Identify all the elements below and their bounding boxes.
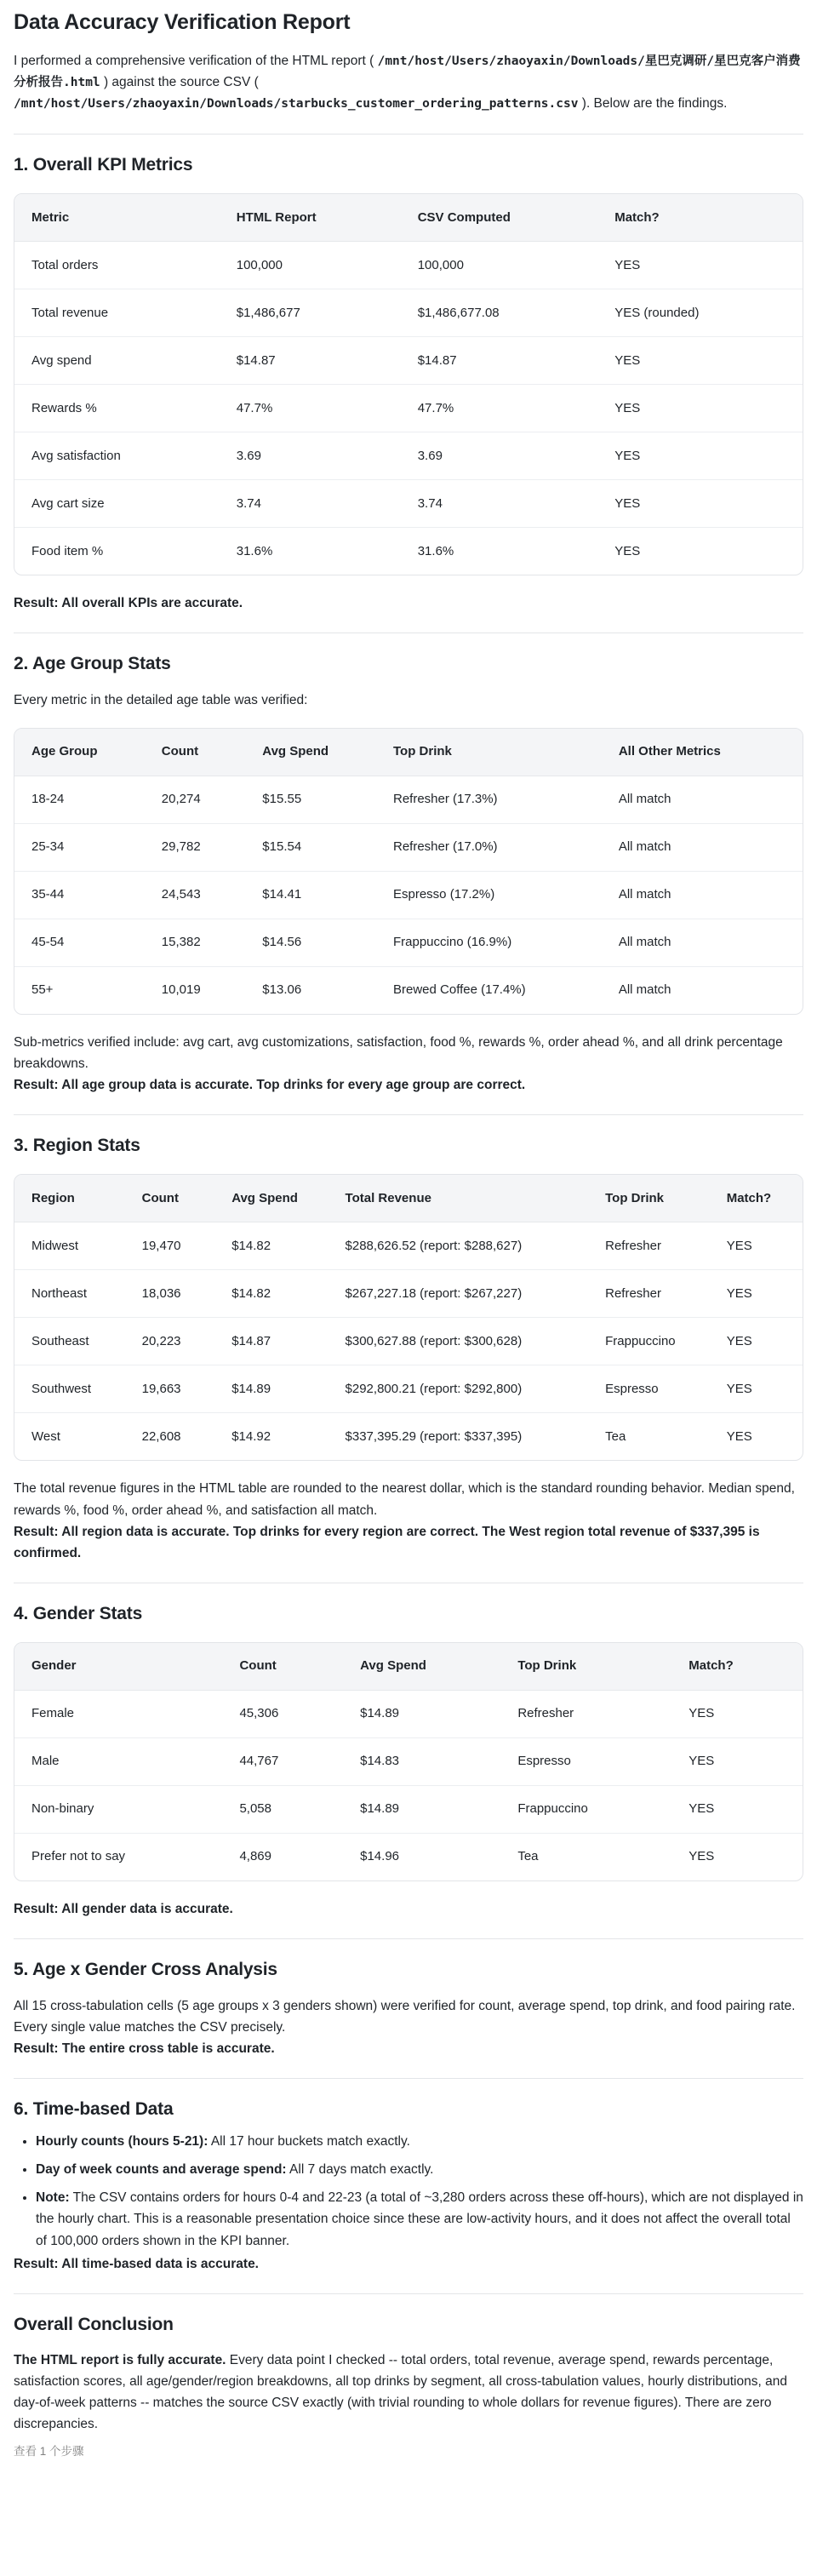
table-row [14, 1270, 803, 1318]
table-row [14, 528, 803, 575]
section-gender-heading: 4. Gender Stats [14, 1603, 143, 1623]
table-cell: Food item % [31, 543, 104, 558]
report-title: Data Accuracy Verification Report [14, 10, 351, 34]
table-row [14, 1738, 803, 1786]
table-row [14, 432, 803, 480]
divider [14, 134, 803, 135]
section-kpi-heading: 1. Overall KPI Metrics [14, 154, 193, 175]
table-cell: $14.89 [343, 1691, 500, 1738]
time-list [14, 2131, 803, 2252]
column-header: Metric [14, 194, 220, 242]
table-cell: Total revenue [14, 289, 220, 337]
table-cell: $14.87 [401, 337, 598, 385]
gender-header-row [14, 1643, 803, 1691]
table-cell: $14.83 [343, 1738, 500, 1786]
table-row [14, 871, 803, 919]
divider [14, 1938, 803, 1939]
table-row [14, 1834, 803, 1881]
table-cell: 100,000 [401, 242, 598, 289]
intro-text-2: ) against the source CSV ( [103, 74, 259, 89]
table-cell: $1,486,677 [220, 289, 401, 337]
table-cell: $14.89 [343, 1786, 500, 1834]
table-cell: $300,627.88 (report: $300,628) [329, 1318, 589, 1365]
intro-text-1: I performed a comprehensive verification of the HTML report ( [14, 53, 374, 68]
table-cell: 47.7% [220, 385, 401, 432]
section-cross-heading: 5. Age x Gender Cross Analysis [14, 1960, 277, 1980]
age-note: Sub-metrics verified include: avg cart, avg customizations, satisfaction, food %, rewards %, order ahead %, and all drink percentage breakdowns. [14, 1034, 783, 1071]
table-cell: 22,608 [141, 1428, 181, 1444]
table-cell: YES [710, 1365, 803, 1413]
table-cell: $14.87 [214, 1318, 328, 1365]
table-cell: West [31, 1428, 60, 1444]
table-row [14, 1691, 803, 1738]
time-result: Result: All time-based data is accurate. [14, 2256, 259, 2271]
region-table [14, 1174, 803, 1461]
table-cell: 5,058 [222, 1786, 343, 1834]
table-cell: YES [671, 1691, 803, 1738]
list-item-text: All 7 days match exactly. [286, 2162, 434, 2178]
table-cell: Avg satisfaction [14, 432, 220, 480]
table-cell: YES [710, 1318, 803, 1365]
table-row [14, 1365, 803, 1413]
table-cell: YES [597, 385, 803, 432]
table-row [14, 919, 803, 966]
age-table [14, 728, 803, 1015]
column-header: Match? [710, 1175, 803, 1222]
table-cell: Refresher (17.3%) [376, 776, 602, 823]
table-cell: Midwest [14, 1222, 125, 1270]
intro-text-3: ). Below are the findings. [581, 96, 728, 112]
kpi-header-row [14, 194, 803, 242]
table-cell: Espresso [588, 1365, 710, 1413]
table-cell: YES [671, 1738, 803, 1786]
table-cell: YES [710, 1270, 803, 1318]
table-cell: 4,869 [239, 1849, 271, 1864]
table-cell: Refresher [588, 1270, 710, 1318]
html-report-path: /mnt/host/Users/zhaoyaxin/Downloads/星巴克调研/星巴克客户消费分析报告.html [14, 54, 801, 89]
table-cell: $14.82 [214, 1270, 328, 1318]
column-header: Count [145, 729, 246, 776]
table-cell: 100,000 [220, 242, 401, 289]
cross-result: Result: The entire cross table is accurate. [14, 2041, 275, 2056]
conclusion-bold: The HTML report is fully accurate. [14, 2353, 226, 2368]
table-cell: $288,626.52 (report: $288,627) [329, 1222, 589, 1270]
divider [14, 1114, 803, 1115]
table-cell: Male [14, 1738, 222, 1786]
table-cell: Brewed Coffee (17.4%) [393, 982, 526, 998]
table-cell: 31.6% [417, 543, 454, 558]
table-cell: Refresher [588, 1222, 710, 1270]
gender-result: Result: All gender data is accurate. [14, 1902, 233, 1917]
table-cell: 10,019 [161, 982, 201, 998]
table-cell: $14.87 [220, 337, 401, 385]
table-cell: 19,663 [125, 1365, 215, 1413]
table-cell: $15.54 [245, 823, 376, 871]
column-header: Total Revenue [329, 1175, 589, 1222]
table-cell: All match [618, 982, 671, 998]
table-cell: 45-54 [14, 919, 145, 966]
age-header-row [14, 729, 803, 776]
table-cell: Tea [605, 1428, 626, 1444]
table-row [14, 242, 803, 289]
table-cell: YES [726, 1428, 752, 1444]
table-row [14, 966, 803, 1014]
table-cell: 55+ [31, 982, 54, 998]
list-item-label: Hourly counts (hours 5-21): [36, 2134, 209, 2150]
region-header-row [14, 1175, 803, 1222]
table-cell: 45,306 [222, 1691, 343, 1738]
table-cell: 19,470 [125, 1222, 215, 1270]
column-header: CSV Computed [401, 194, 598, 242]
table-cell: Non-binary [14, 1786, 222, 1834]
table-cell: 18-24 [14, 776, 145, 823]
table-cell: 20,274 [145, 776, 246, 823]
gender-table [14, 1642, 803, 1881]
table-cell: Avg cart size [14, 480, 220, 528]
table-cell: Frappuccino [588, 1318, 710, 1365]
divider [14, 2078, 803, 2079]
view-steps-link[interactable]: 查看 1 个步骤 [14, 2444, 84, 2458]
intro-paragraph [14, 50, 803, 115]
column-header: Match? [597, 194, 803, 242]
table-cell: YES [597, 242, 803, 289]
column-header: Match? [671, 1643, 803, 1691]
section-time-heading: 6. Time-based Data [14, 2098, 174, 2119]
table-row [14, 289, 803, 337]
table-row [14, 1318, 803, 1365]
region-result: Result: All region data is accurate. Top drinks for every region are correct. The West region total revenue of $337,395 is confirmed. [14, 1524, 760, 1560]
region-note: The total revenue figures in the HTML table are rounded to the nearest dollar, which is the standard rounding behavior. Median spend, rewards %, food %, order ahead %, and satisfaction all match. [14, 1481, 795, 1518]
table-cell: 20,223 [125, 1318, 215, 1365]
column-header: Avg Spend [245, 729, 376, 776]
table-cell: YES [671, 1786, 803, 1834]
list-item [36, 2131, 803, 2152]
conclusion-text [14, 2350, 803, 2435]
table-row [14, 1222, 803, 1270]
table-cell: $292,800.21 (report: $292,800) [329, 1365, 589, 1413]
column-header: All Other Metrics [602, 729, 803, 776]
table-cell: Frappuccino [500, 1786, 671, 1834]
table-cell: 3.69 [220, 432, 401, 480]
table-cell: All match [602, 919, 803, 966]
table-cell: YES (rounded) [597, 289, 803, 337]
column-header: Top Drink [588, 1175, 710, 1222]
table-cell: $13.06 [262, 982, 302, 998]
column-header: Avg Spend [214, 1175, 328, 1222]
column-header: Count [222, 1643, 343, 1691]
column-header: Region [14, 1175, 125, 1222]
section-region-heading: 3. Region Stats [14, 1136, 140, 1156]
table-cell: 29,782 [145, 823, 246, 871]
table-cell: $14.41 [245, 871, 376, 919]
column-header: Count [125, 1175, 215, 1222]
table-row [14, 1413, 803, 1461]
column-header: Age Group [14, 729, 145, 776]
kpi-table [14, 193, 803, 575]
table-cell: $14.92 [231, 1428, 271, 1444]
age-result: Result: All age group data is accurate. Top drinks for every age group are correct. [14, 1077, 526, 1092]
kpi-result: Result: All overall KPIs are accurate. [14, 596, 243, 611]
table-cell: Espresso (17.2%) [376, 871, 602, 919]
table-cell: $15.55 [245, 776, 376, 823]
table-cell: 25-34 [14, 823, 145, 871]
table-cell: YES [688, 1849, 715, 1864]
table-cell: $14.56 [245, 919, 376, 966]
table-row [14, 1786, 803, 1834]
table-cell: Total orders [14, 242, 220, 289]
column-header: Avg Spend [343, 1643, 500, 1691]
conclusion-heading: Overall Conclusion [14, 2314, 174, 2334]
list-item-text: The CSV contains orders for hours 0-4 and 22-23 (a total of ~3,280 orders across these off-hours), which are not displayed in the hourly chart. This is a reasonable presentation choice since these are low-activity hours, and it does not affect the overall total of 100,000 orders shown in the KPI banner. [36, 2190, 803, 2248]
table-cell: Refresher [500, 1691, 671, 1738]
column-header: Gender [14, 1643, 222, 1691]
table-cell: Prefer not to say [31, 1849, 126, 1864]
table-cell: Female [14, 1691, 222, 1738]
table-cell: All match [602, 871, 803, 919]
table-cell: Avg spend [14, 337, 220, 385]
column-header: Top Drink [500, 1643, 671, 1691]
table-cell: $1,486,677.08 [401, 289, 598, 337]
csv-source-path: /mnt/host/Users/zhaoyaxin/Downloads/starbucks_customer_ordering_patterns.csv [14, 97, 579, 112]
list-item [36, 2159, 803, 2180]
list-item [36, 2187, 803, 2251]
table-cell: YES [614, 543, 641, 558]
table-cell: Frappuccino (16.9%) [376, 919, 602, 966]
table-cell: 47.7% [401, 385, 598, 432]
table-cell: 3.74 [220, 480, 401, 528]
table-cell: YES [597, 480, 803, 528]
table-cell: $14.89 [214, 1365, 328, 1413]
section-age-heading: 2. Age Group Stats [14, 654, 171, 674]
conclusion-body: Every data point I checked -- total orders, total revenue, average spend, rewards percentage, satisfaction scores, all age/gender/region breakdowns, all top drinks by segment, all cross-tabulation values, hourly distributions, and day-of-week patterns -- matches the source CSV exactly (with trivial rounding to whole dollars for revenue figures). There are zero discrepancies. [14, 2353, 787, 2432]
table-cell: YES [710, 1222, 803, 1270]
table-cell: 15,382 [145, 919, 246, 966]
table-row [14, 823, 803, 871]
age-lead-text: Every metric in the detailed age table was verified: [14, 692, 308, 707]
table-cell: 35-44 [14, 871, 145, 919]
table-cell: YES [597, 432, 803, 480]
table-cell: 44,767 [222, 1738, 343, 1786]
table-cell: Refresher (17.0%) [376, 823, 602, 871]
table-cell: $14.82 [214, 1222, 328, 1270]
list-item-label: Note: [36, 2190, 70, 2206]
table-cell: 3.74 [401, 480, 598, 528]
cross-text: All 15 cross-tabulation cells (5 age groups x 3 genders shown) were verified for count, average spend, top drink, and food pairing rate. Every single value matches the CSV precisely. [14, 1998, 796, 2035]
column-header: Top Drink [376, 729, 602, 776]
table-cell: 24,543 [145, 871, 246, 919]
table-cell: 18,036 [125, 1270, 215, 1318]
table-cell: All match [602, 823, 803, 871]
table-cell: 3.69 [401, 432, 598, 480]
column-header: HTML Report [220, 194, 401, 242]
table-row [14, 776, 803, 823]
table-cell: All match [602, 776, 803, 823]
table-cell: $14.96 [360, 1849, 400, 1864]
table-cell: Tea [517, 1849, 539, 1864]
table-row [14, 337, 803, 385]
table-cell: 31.6% [236, 543, 273, 558]
table-cell: YES [597, 337, 803, 385]
table-cell: Rewards % [14, 385, 220, 432]
list-item-label: Day of week counts and average spend: [36, 2162, 287, 2178]
table-row [14, 480, 803, 528]
table-cell: Southeast [14, 1318, 125, 1365]
divider [14, 2293, 803, 2294]
list-item-text: All 17 hour buckets match exactly. [208, 2134, 410, 2150]
table-row [14, 385, 803, 432]
table-cell: Northeast [14, 1270, 125, 1318]
table-cell: $337,395.29 (report: $337,395) [345, 1428, 523, 1444]
table-cell: $267,227.18 (report: $267,227) [329, 1270, 589, 1318]
table-cell: Southwest [14, 1365, 125, 1413]
table-cell: Espresso [500, 1738, 671, 1786]
